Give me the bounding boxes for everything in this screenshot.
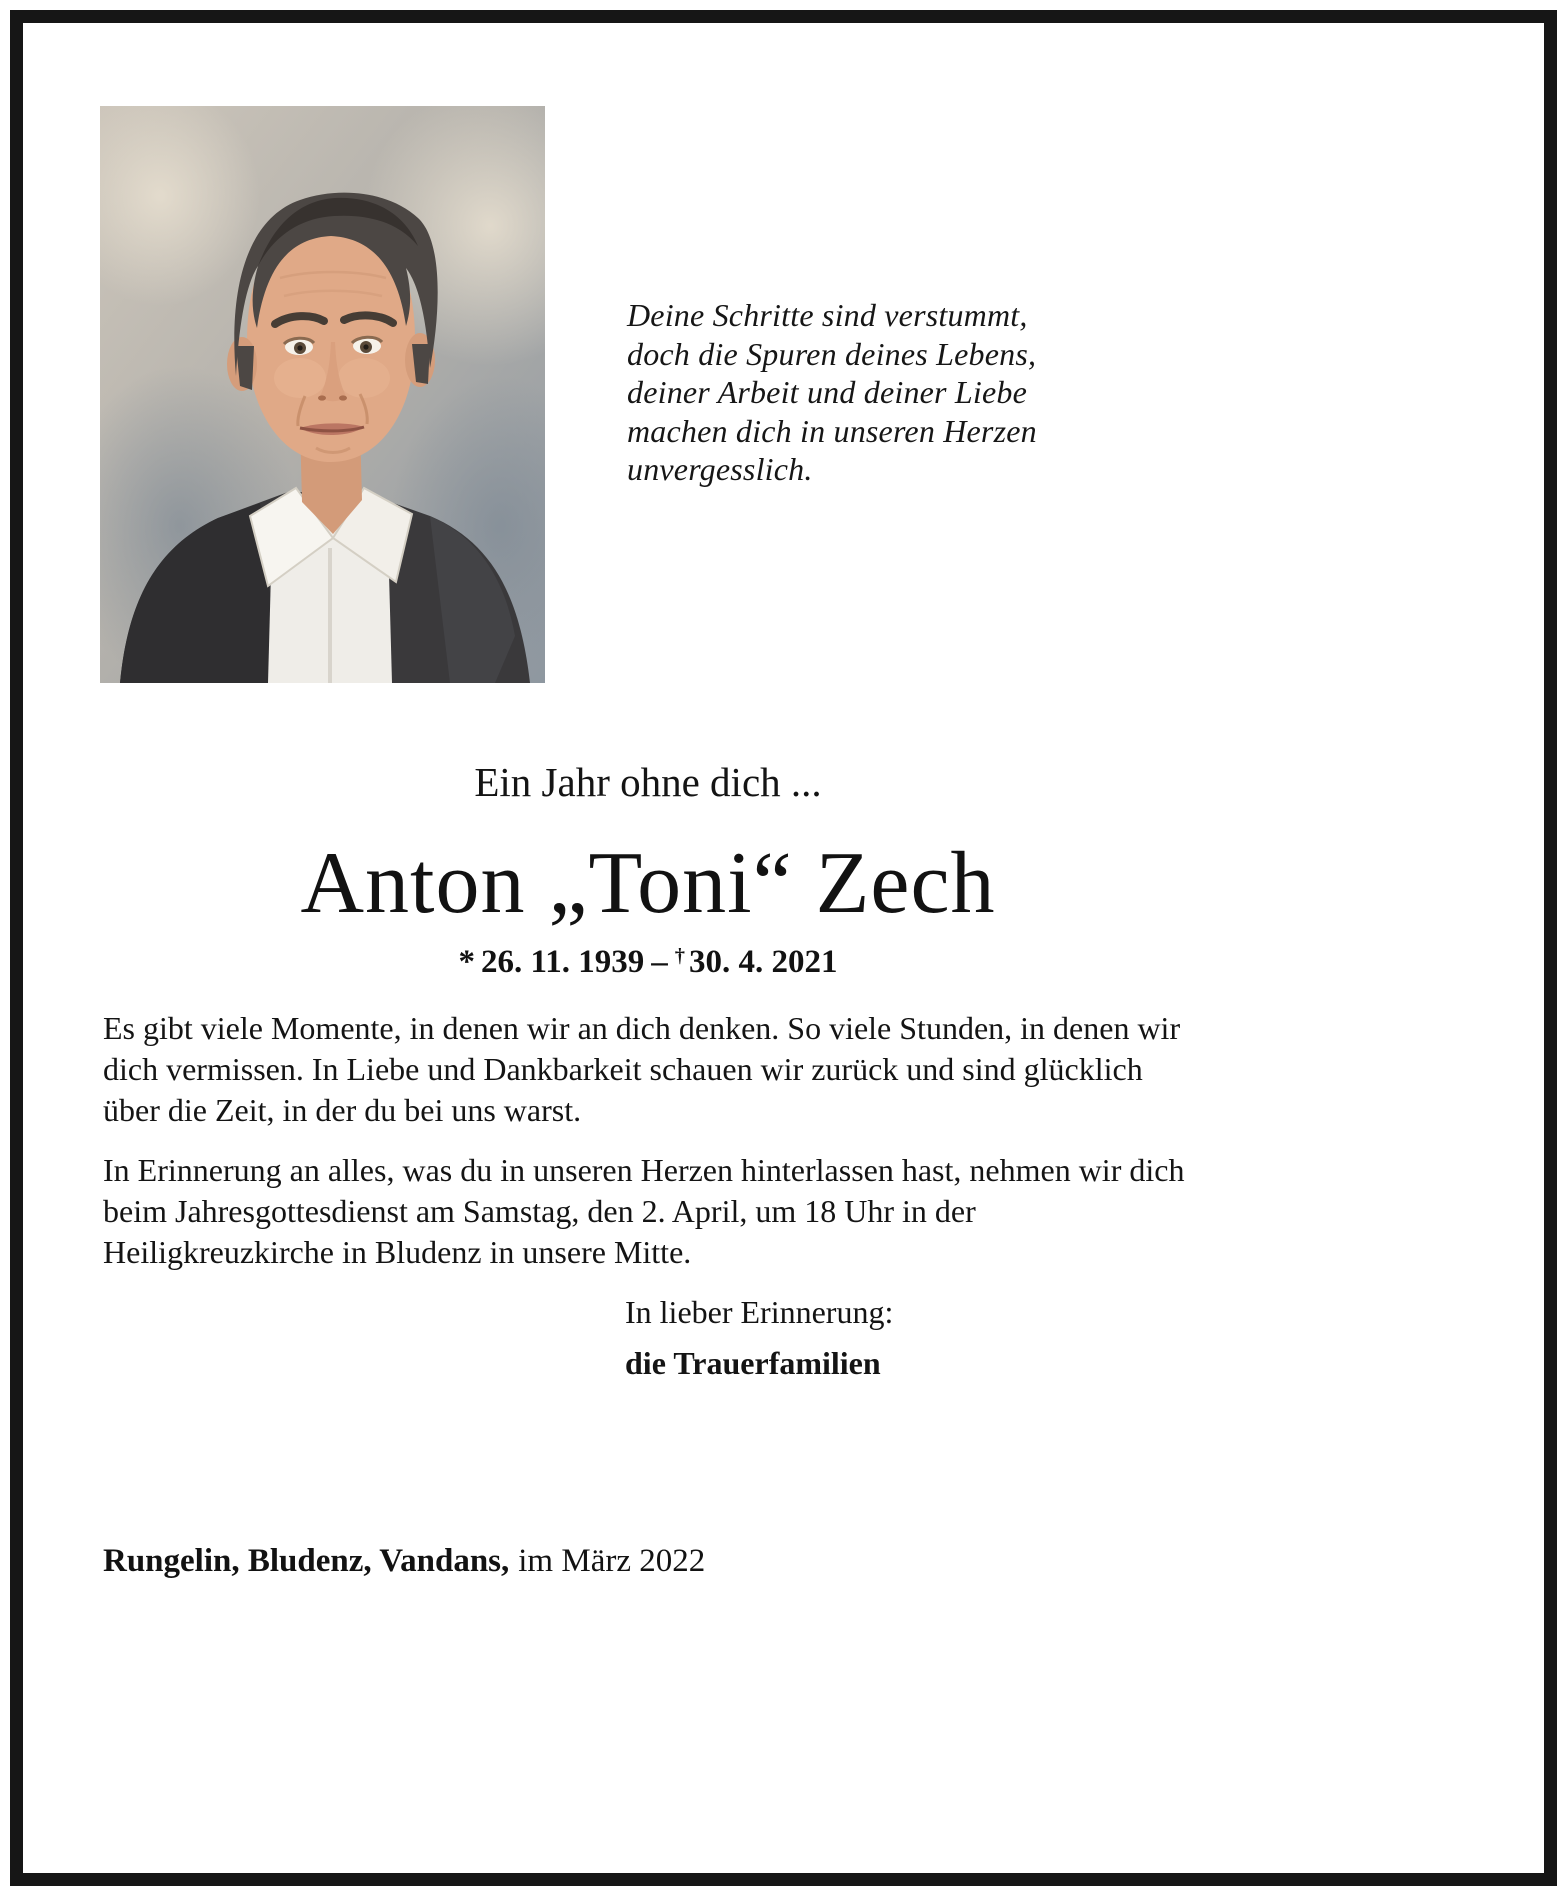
poem-line: Deine Schritte sind verstummt, — [627, 297, 1028, 333]
poem-line: deiner Arbeit und deiner Liebe — [627, 374, 1027, 410]
deceased-name: Anton „Toni“ Zech — [300, 835, 996, 932]
content-column — [103, 0, 1193, 1896]
memorial-poem — [627, 296, 1037, 489]
closing-block — [625, 1287, 893, 1389]
life-dates — [103, 944, 1193, 981]
closing-line: In lieber Erinnerung: — [625, 1294, 894, 1330]
memorial-text: Es gibt viele Momente, in denen wir an dich denken. So viele Stunden, in denen wir dich vermissen. In Liebe und Dankbarkeit schauen wir zurück und sind glücklich über die Zeit, in der du bei uns warst. — [103, 1010, 1181, 1128]
death-date: 30. 4. 2021 — [688, 944, 838, 980]
mourning-families: die Trauerfamilien — [625, 1345, 881, 1381]
anniversary-line: Ein Jahr ohne dich ... — [474, 759, 822, 805]
service-announcement: In Erinnerung an alles, was du in unseren Herzen hinterlassen hast, nehmen wir dich beim Jahresgottesdienst am Samstag, den 2. April, um 18 Uhr in der Heiligkreuzkirche in Bludenz in unsere Mitte. — [103, 1152, 1185, 1270]
birth-date: 26. 11. 1939 — [481, 944, 645, 980]
poem-line: doch die Spuren deines Lebens, — [627, 335, 1037, 372]
death-cross-symbol: † — [674, 944, 685, 967]
footer-places: Rungelin, Bludenz, Vandans, — [103, 1543, 510, 1579]
footer-line — [103, 1543, 705, 1580]
poem-line: machen dich in unseren Herzen — [627, 412, 1037, 449]
birth-symbol: * — [458, 944, 476, 980]
footer-date: im März 2022 — [518, 1543, 706, 1579]
date-separator: – — [651, 944, 668, 980]
poem-line: unvergesslich. — [627, 451, 813, 487]
